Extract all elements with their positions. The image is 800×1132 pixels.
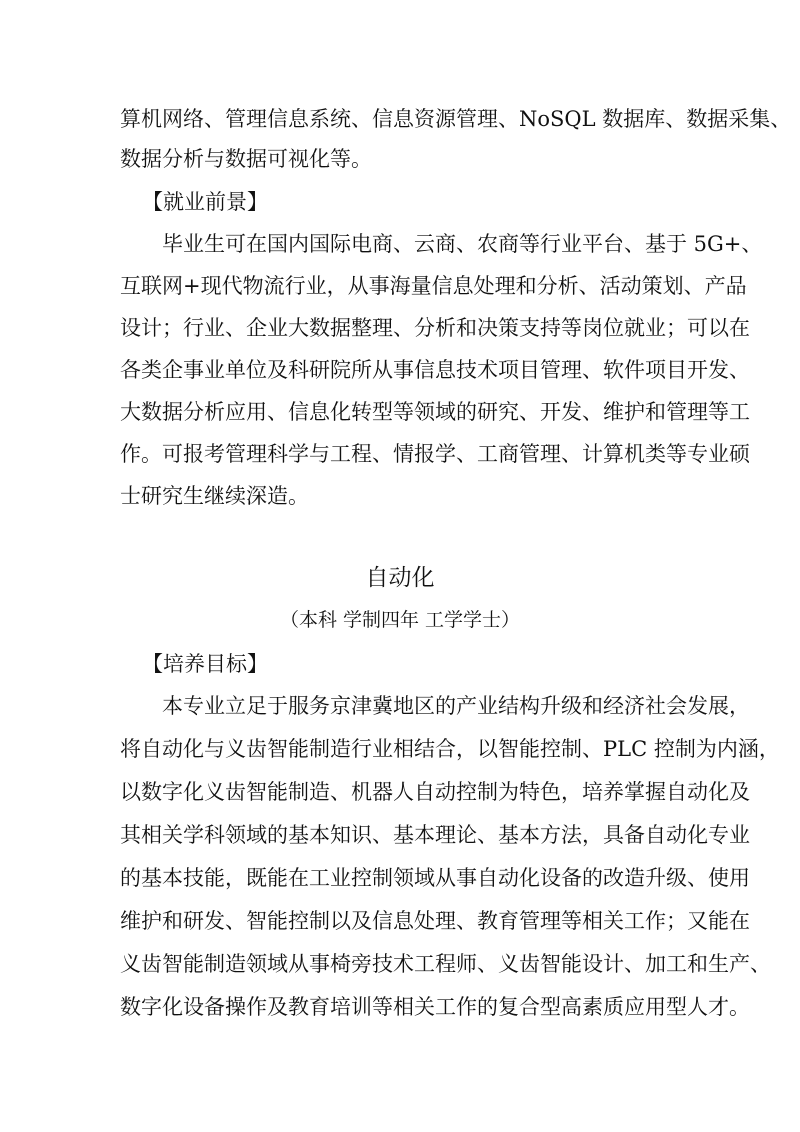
body-line: 义齿智能制造领域从事椅旁技术工程师、义齿智能设计、加工和生产、 xyxy=(120,952,771,976)
body-line: 的基本技能，既能在工业控制领域从事自动化设备的改造升级、使用 xyxy=(120,866,750,890)
body-line: 大数据分析应用、信息化转型等领域的研究、开发、维护和管理等工 xyxy=(120,400,750,424)
body-line: 士研究生继续深造。 xyxy=(120,484,309,508)
body-line: 算机网络、管理信息系统、信息资源管理、NoSQL 数据库、数据采集、 xyxy=(120,107,792,131)
body-line: 本专业立足于服务京津冀地区的产业结构升级和经济社会发展， xyxy=(162,694,750,718)
body-line: 毕业生可在国内国际电商、云商、农商等行业平台、基于 5G+、 xyxy=(162,232,763,256)
body-line: 互联网+现代物流行业，从事海量信息处理和分析、活动策划、产品 xyxy=(120,274,747,298)
body-line: 将自动化与义齿智能制造行业相结合，以智能控制、PLC 控制为内涵， xyxy=(120,737,780,761)
body-line: 数字化设备操作及教育培训等相关工作的复合型高素质应用型人才。 xyxy=(120,995,750,1019)
body-line: 以数字化义齿智能制造、机器人自动控制为特色，培养掌握自动化及 xyxy=(120,780,750,804)
body-line: 维护和研发、智能控制以及信息处理、教育管理等相关工作；又能在 xyxy=(120,909,750,933)
body-line: 作。可报考管理科学与工程、情报学、工商管理、计算机类等专业硕 xyxy=(120,442,750,466)
section-heading-goal: 【培养目标】 xyxy=(142,652,268,676)
body-line: 其相关学科领域的基本知识、基本理论、基本方法，具备自动化专业 xyxy=(120,823,750,847)
body-line: 各类企事业单位及科研院所从事信息技术项目管理、软件项目开发、 xyxy=(120,358,750,382)
major-subtitle: （本科 学制四年 工学学士） xyxy=(279,609,521,631)
body-line: 数据分析与数据可视化等。 xyxy=(120,147,372,171)
section-heading-career: 【就业前景】 xyxy=(142,190,268,214)
body-line: 设计；行业、企业大数据整理、分析和决策支持等岗位就业；可以在 xyxy=(120,316,750,340)
major-title: 自动化 xyxy=(365,565,435,591)
